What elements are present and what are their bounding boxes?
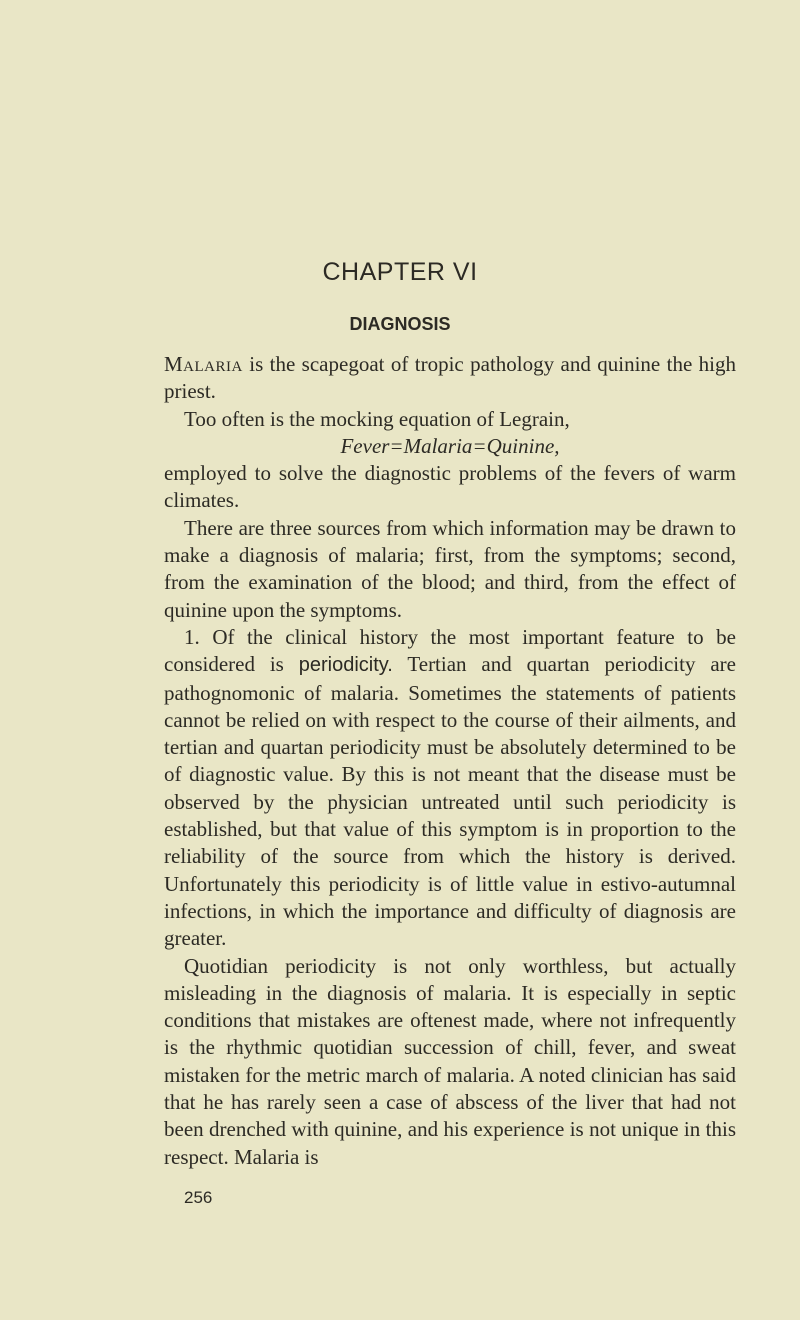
paragraph-1-rest: is the scapegoat of tropic pathology and quinine the high priest. [164, 352, 736, 404]
body-text [164, 351, 736, 1171]
chapter-heading: CHAPTER VI [322, 258, 478, 286]
page-number: 256 [184, 1188, 213, 1207]
paragraph-2: Too often is the mocking equation of Legrain, [184, 406, 570, 431]
equation: Fever=Malaria=Quinine, [340, 433, 560, 458]
paragraph-6: Quotidian periodicity is not only worthless, but actually misleading in the diagnosis of malaria. It is especially in septic conditions that mistakes are oftenest made, where not infrequently is the rhythmic quotidian succession of chill, fever, and sweat mistaken for the metric march of malaria. A noted clinician has said that he has rarely seen a case of abscess of the liver that had not been drenched with quinine, and his experience is not unique in this respect. Malaria is [164, 953, 736, 1169]
chapter-title: DIAGNOSIS [349, 314, 451, 334]
paragraph-5-after: Tertian and quartan periodicity are pathognomonic of malaria. Sometimes the statements of patients cannot be relied on with respect to the course of their ailments, and tertian and quartan periodicity must be absolutely determined to be of diagnostic value. By this is not meant that the disease must be observed by the physician untreated until such periodicity is established, but that value of this symptom is in proportion to the reliability of the source from which the history is derived. Unfortunately this periodicity is of little value in estivo-autumnal infections, in which the importance and difficulty of diagnosis are greater. [164, 652, 736, 951]
paragraph-5 [164, 624, 736, 953]
paragraph-5-before: 1. Of the clinical history the most important feature to be considered is [164, 624, 736, 677]
paragraph-1 [164, 351, 736, 406]
paragraph-3: employed to solve the diagnostic problems of the fevers of warm climates. [164, 461, 736, 513]
periodicity-emphasis: periodicity. [298, 654, 393, 677]
paragraph-4: There are three sources from which information may be drawn to make a diagnosis of malaria; first, from the symptoms; second, from the examination of the blood; and third, from the effect of quinine upon the symptoms. [164, 515, 736, 622]
paragraph-1-lead: Malaria [164, 352, 243, 376]
